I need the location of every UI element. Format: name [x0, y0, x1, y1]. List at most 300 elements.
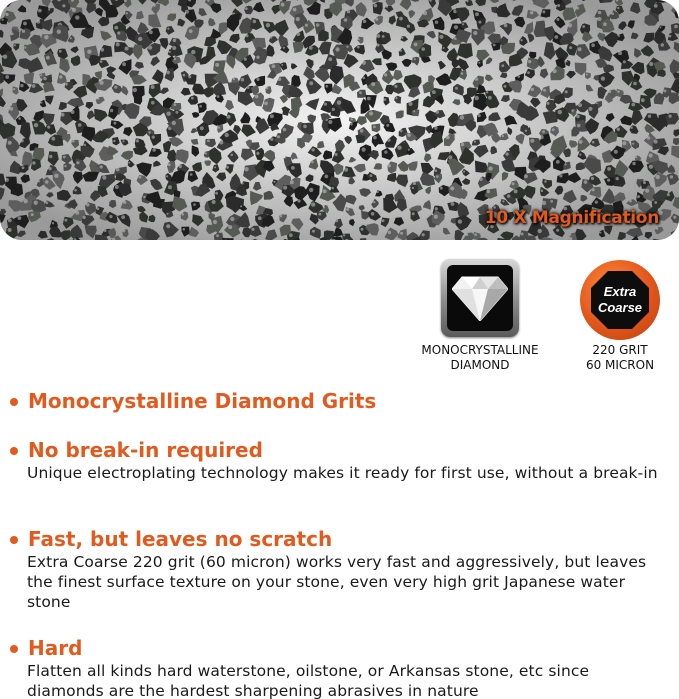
grit-highlight [326, 85, 329, 88]
badge-text-line2: Coarse [597, 300, 643, 315]
bullet-icon [10, 645, 18, 653]
grit-highlight [512, 182, 515, 185]
grit-highlight [435, 207, 438, 210]
grit-highlight [43, 77, 46, 80]
grit-highlight [281, 3, 285, 7]
grit-highlight [531, 88, 534, 91]
grit-highlight [335, 219, 338, 222]
grit-highlight [475, 12, 479, 16]
grit-highlight [479, 178, 482, 181]
grit-highlight [153, 4, 156, 7]
grit-highlight [643, 181, 646, 184]
grit-highlight [463, 171, 465, 173]
grit-highlight [311, 202, 315, 206]
grit-highlight [48, 167, 51, 170]
grit-highlight [592, 188, 595, 191]
grit-highlight [524, 174, 528, 178]
grit-highlight [172, 46, 176, 50]
grit-highlight [357, 46, 360, 49]
grit-label-line1: 220 GRIT [592, 343, 648, 357]
grit-highlight [395, 97, 397, 99]
grit-highlight [290, 180, 294, 184]
grit-highlight [253, 20, 257, 24]
grit-highlight [541, 189, 544, 192]
badge-text-line1: Extra [603, 284, 637, 299]
grit-highlight [362, 61, 366, 65]
grit-highlight [280, 215, 282, 217]
grit-highlight [502, 135, 504, 137]
grit-highlight [309, 188, 313, 192]
grit-highlight [465, 233, 468, 236]
grit-highlight [303, 125, 307, 129]
grit-highlight [51, 137, 55, 141]
grit-highlight [386, 124, 389, 127]
grit-highlight [660, 26, 662, 28]
grit-highlight [488, 166, 492, 170]
grit-highlight [674, 25, 678, 29]
grit-label [570, 343, 670, 373]
grit-highlight [412, 212, 415, 215]
grit-highlight [374, 4, 378, 8]
grit-highlight [467, 0, 469, 2]
grit-highlight [166, 224, 170, 228]
grit-highlight [14, 44, 16, 46]
grit-highlight [373, 201, 375, 203]
grit-highlight [400, 130, 403, 133]
grit-highlight [293, 8, 297, 12]
grit-highlight [408, 102, 412, 106]
grit-highlight [123, 230, 126, 233]
grit-highlight [173, 39, 177, 43]
grit-highlight [328, 120, 332, 124]
grit-highlight [568, 23, 572, 27]
grit-highlight [649, 153, 653, 157]
grit-highlight [377, 34, 381, 38]
grit-highlight [272, 64, 276, 68]
grit-highlight [578, 103, 582, 107]
grit-highlight [648, 115, 651, 118]
feature-title [10, 526, 670, 552]
grit-highlight [258, 216, 262, 220]
grit-highlight [72, 8, 76, 12]
grit-highlight [507, 194, 510, 197]
grit-highlight [172, 121, 176, 125]
grit-highlight [462, 23, 464, 25]
badge-background [447, 265, 513, 331]
grit-highlight [311, 161, 314, 164]
grit-highlight [358, 38, 360, 40]
grit-highlight [543, 89, 546, 92]
grit-highlight [344, 168, 348, 172]
feature-item-hard [10, 635, 670, 699]
grit-highlight [597, 17, 601, 21]
grit-highlight [382, 35, 385, 38]
grit-highlight [408, 149, 410, 151]
grit-highlight [34, 201, 38, 205]
grit-highlight [475, 96, 479, 100]
grit-highlight [566, 60, 568, 62]
grit-highlight [216, 234, 219, 237]
grit-highlight [617, 128, 620, 131]
grit-highlight [414, 43, 418, 47]
badge-text [590, 284, 650, 316]
grit-highlight [617, 7, 619, 9]
grit-highlight [384, 98, 387, 101]
grit-highlight [122, 62, 126, 66]
magnification-caption: 10 X Magnification [484, 208, 659, 228]
grit-highlight [199, 105, 202, 108]
grit-highlight [601, 76, 605, 80]
grit-highlight [121, 215, 125, 219]
grit-highlight [8, 219, 12, 223]
grit-highlight [487, 190, 491, 194]
grit-highlight [377, 191, 379, 193]
grit-highlight [669, 115, 672, 118]
grit-highlight [635, 156, 637, 158]
grit-highlight [148, 131, 150, 133]
grit-highlight [45, 180, 48, 183]
grit-highlight [556, 229, 559, 232]
grit-highlight [9, 107, 13, 111]
grit-highlight [436, 110, 439, 113]
grit-highlight [117, 31, 120, 34]
grit-highlight [607, 179, 610, 182]
grit-highlight [578, 140, 582, 144]
grit-highlight [603, 22, 607, 26]
grit-highlight [618, 35, 620, 37]
grit-highlight [113, 140, 115, 142]
grit-highlight [218, 126, 220, 128]
grit-highlight [167, 28, 169, 30]
grit-highlight [618, 51, 622, 55]
grit-highlight [435, 169, 438, 172]
grit-highlight [623, 60, 626, 63]
grit-highlight [179, 165, 182, 168]
grit-highlight [564, 163, 566, 165]
grit-highlight [586, 74, 588, 76]
bullet-icon [10, 536, 18, 544]
feature-description: Extra Coarse 220 grit (60 micron) works very fast and aggressively, but leaves the finest surface texture on your stone, even very high grit Japanese water stone [27, 553, 647, 611]
grit-highlight [109, 215, 112, 218]
grit-highlight [493, 44, 496, 47]
grit-highlight [667, 193, 670, 196]
grit-highlight [245, 7, 248, 10]
grit-highlight [200, 126, 204, 130]
grit-highlight [569, 46, 572, 49]
grit-highlight [632, 143, 634, 145]
grit-highlight [270, 114, 274, 118]
grit-highlight [40, 74, 42, 76]
grit-highlight [61, 113, 65, 117]
grit-highlight [455, 87, 458, 90]
grit-highlight [183, 74, 186, 77]
grit-highlight [87, 50, 91, 54]
grit-highlight [412, 187, 414, 189]
grit-highlight [183, 228, 186, 231]
grit-highlight [136, 139, 139, 142]
grit-highlight [530, 11, 533, 14]
monocrystalline-label [400, 343, 560, 373]
grit-highlight [371, 82, 375, 86]
grit-highlight [324, 103, 327, 106]
grit-highlight [335, 47, 339, 51]
grit-highlight [579, 153, 581, 155]
grit-highlight [473, 31, 477, 35]
grit-highlight [100, 165, 103, 168]
monocrystalline-label-line2: DIAMOND [450, 358, 510, 372]
grit-highlight [97, 208, 100, 211]
grit-highlight [217, 95, 220, 98]
grit-highlight [673, 216, 676, 219]
grit-highlight [281, 64, 283, 66]
grit-highlight [99, 81, 103, 85]
grit-highlight [633, 82, 637, 86]
grit-highlight [166, 112, 170, 116]
grit-highlight [387, 164, 391, 168]
grit-highlight [525, 130, 527, 132]
grit-highlight [13, 88, 15, 90]
grit-highlight [23, 199, 27, 203]
grit-texture-image [0, 0, 679, 240]
grit-highlight [616, 177, 619, 180]
grit-highlight [565, 90, 568, 93]
grit-highlight [608, 90, 611, 93]
grit-highlight [166, 71, 170, 75]
grit-highlight [18, 117, 21, 120]
feature-title [10, 437, 670, 463]
feature-description: Unique electroplating technology makes it ready for first use, without a break-in [27, 464, 658, 482]
feature-item-no-break-in [10, 437, 670, 483]
grit-highlight [240, 205, 242, 207]
grit-highlight [458, 219, 462, 223]
grit-highlight [474, 141, 476, 143]
grit-highlight [645, 189, 649, 193]
grit-highlight [104, 229, 107, 232]
feature-description: Flatten all kinds hard waterstone, oilstone, or Arkansas stone, etc since diamonds are the hardest sharpening abrasives in nature [27, 662, 590, 699]
grit-highlight [63, 156, 66, 159]
grit-highlight [166, 175, 168, 177]
grit-highlight [38, 180, 40, 182]
grit-highlight [230, 217, 234, 221]
grit-highlight [439, 35, 443, 39]
grit-highlight [114, 86, 117, 89]
grit-highlight [22, 30, 25, 33]
grit-highlight [460, 115, 464, 119]
grit-highlight [369, 111, 373, 115]
grit-highlight [400, 50, 402, 52]
grit-highlight [255, 95, 259, 99]
feature-title [10, 635, 670, 661]
grit-highlight [149, 30, 153, 34]
grit-highlight [122, 140, 124, 142]
grit-highlight [504, 85, 507, 88]
grit-highlight [592, 141, 595, 144]
grit-highlight [297, 199, 300, 202]
grit-highlight [148, 46, 152, 50]
grit-highlight [343, 234, 345, 236]
grit-highlight [540, 135, 544, 139]
grit-highlight [501, 64, 504, 67]
grit-highlight [113, 122, 116, 125]
grit-highlight [251, 228, 254, 231]
grit-highlight [8, 228, 12, 232]
grit-highlight [52, 222, 54, 224]
grit-highlight [191, 50, 195, 54]
grit-highlight [434, 215, 438, 219]
grit-highlight [1, 19, 3, 21]
grit-highlight [656, 175, 660, 179]
grit-highlight [556, 160, 560, 164]
grit-highlight [488, 96, 492, 100]
feature-title-text: No break-in required [28, 438, 263, 462]
grit-highlight [556, 18, 559, 21]
grit-highlight [110, 109, 113, 112]
grit-highlight [448, 155, 452, 159]
grit-highlight [413, 110, 415, 112]
grit-highlight [264, 102, 268, 106]
grit-highlight [64, 219, 67, 222]
grit-highlight [289, 233, 293, 237]
grit-highlight [571, 110, 573, 112]
grit-highlight [319, 213, 322, 216]
grit-highlight [669, 35, 672, 38]
grit-highlight [654, 140, 658, 144]
grit-highlight [215, 63, 219, 67]
grit-highlight [538, 229, 542, 233]
grit-highlight [443, 47, 445, 49]
grit-highlight [400, 232, 403, 235]
grit-highlight [362, 77, 365, 80]
grit-highlight [151, 85, 155, 89]
grit-highlight [46, 56, 50, 60]
grit-highlight [97, 98, 99, 100]
grit-highlight [611, 12, 614, 15]
grit-highlight [559, 174, 562, 177]
grit-highlight [65, 83, 68, 86]
grit-highlight [362, 148, 366, 152]
grit-highlight [311, 148, 314, 151]
grit-highlight [20, 139, 23, 142]
grit-highlight [11, 32, 14, 35]
grit-highlight [116, 43, 120, 47]
grit-highlight [75, 15, 79, 19]
grit-highlight [377, 44, 380, 47]
grit-highlight [553, 69, 557, 73]
grit-highlight [283, 47, 285, 49]
grit-highlight [542, 201, 546, 205]
grit-highlight [323, 189, 327, 193]
grit-highlight [414, 58, 416, 60]
grit-highlight [600, 232, 602, 234]
grit-highlight [123, 201, 126, 204]
grit-highlight [59, 75, 62, 78]
grit-highlight [370, 174, 373, 177]
grit-highlight [23, 22, 27, 26]
feature-item-fast [10, 526, 670, 612]
grit-highlight [241, 78, 245, 82]
grit-highlight [22, 166, 25, 169]
grit-highlight [83, 216, 86, 219]
grit-highlight [520, 39, 522, 41]
grit-highlight [446, 135, 450, 139]
grit-highlight [256, 152, 259, 155]
grit-highlight [139, 176, 142, 179]
grit-highlight [632, 162, 635, 165]
grit-highlight [331, 187, 334, 190]
grit-highlight [48, 9, 50, 11]
grit-highlight [49, 155, 52, 158]
grit-highlight [664, 90, 667, 93]
grit-highlight [518, 75, 521, 78]
grit-highlight [312, 230, 315, 233]
grit-highlight [174, 58, 176, 60]
grit-highlight [233, 78, 235, 80]
grit-highlight [228, 225, 232, 229]
diamond-icon [452, 275, 508, 321]
grit-highlight [422, 233, 425, 236]
grit-highlight [589, 107, 593, 111]
grit-highlight [347, 10, 350, 13]
grit-highlight [407, 25, 410, 28]
grit-highlight [397, 146, 401, 150]
grit-highlight [71, 110, 75, 114]
grit-highlight [205, 152, 207, 154]
grit-highlight [143, 196, 146, 199]
grit-highlight [38, 9, 42, 13]
grit-highlight [70, 37, 72, 39]
grit-highlight [577, 124, 581, 128]
grit-highlight [32, 161, 35, 164]
grit-highlight [530, 139, 534, 143]
grit-highlight [190, 173, 193, 176]
grit-highlight [505, 152, 508, 155]
grit-highlight [225, 133, 229, 137]
grit-highlight [629, 200, 632, 203]
grit-highlight [440, 187, 443, 190]
grit-highlight [72, 140, 75, 143]
grit-highlight [309, 81, 313, 85]
grit-highlight [185, 10, 189, 14]
grit-highlight [297, 32, 301, 36]
grit-highlight [435, 21, 438, 24]
grit-particle [373, 2, 383, 15]
grit-highlight [100, 48, 104, 52]
grit-highlight [384, 151, 387, 154]
grit-highlight [44, 35, 48, 39]
grit-highlight [637, 195, 640, 198]
grit-highlight [632, 103, 636, 107]
magnified-grit-photo [0, 0, 679, 240]
grit-highlight [450, 186, 454, 190]
grit-highlight [647, 136, 651, 140]
grit-highlight [57, 30, 61, 34]
grit-highlight [514, 189, 518, 193]
grit-highlight [207, 139, 210, 142]
grit-highlight [337, 100, 341, 104]
grit-highlight [382, 219, 385, 222]
grit-highlight [31, 213, 34, 216]
grit-highlight [59, 50, 62, 53]
grit-highlight [413, 182, 416, 185]
grit-highlight [74, 189, 77, 192]
grit-highlight [231, 154, 234, 157]
grit-highlight [189, 29, 193, 33]
grit-highlight [576, 6, 579, 9]
feature-title-text: Fast, but leaves no scratch [28, 527, 333, 551]
grit-highlight [407, 133, 411, 137]
grit-highlight [102, 176, 106, 180]
grit-highlight [266, 87, 269, 90]
